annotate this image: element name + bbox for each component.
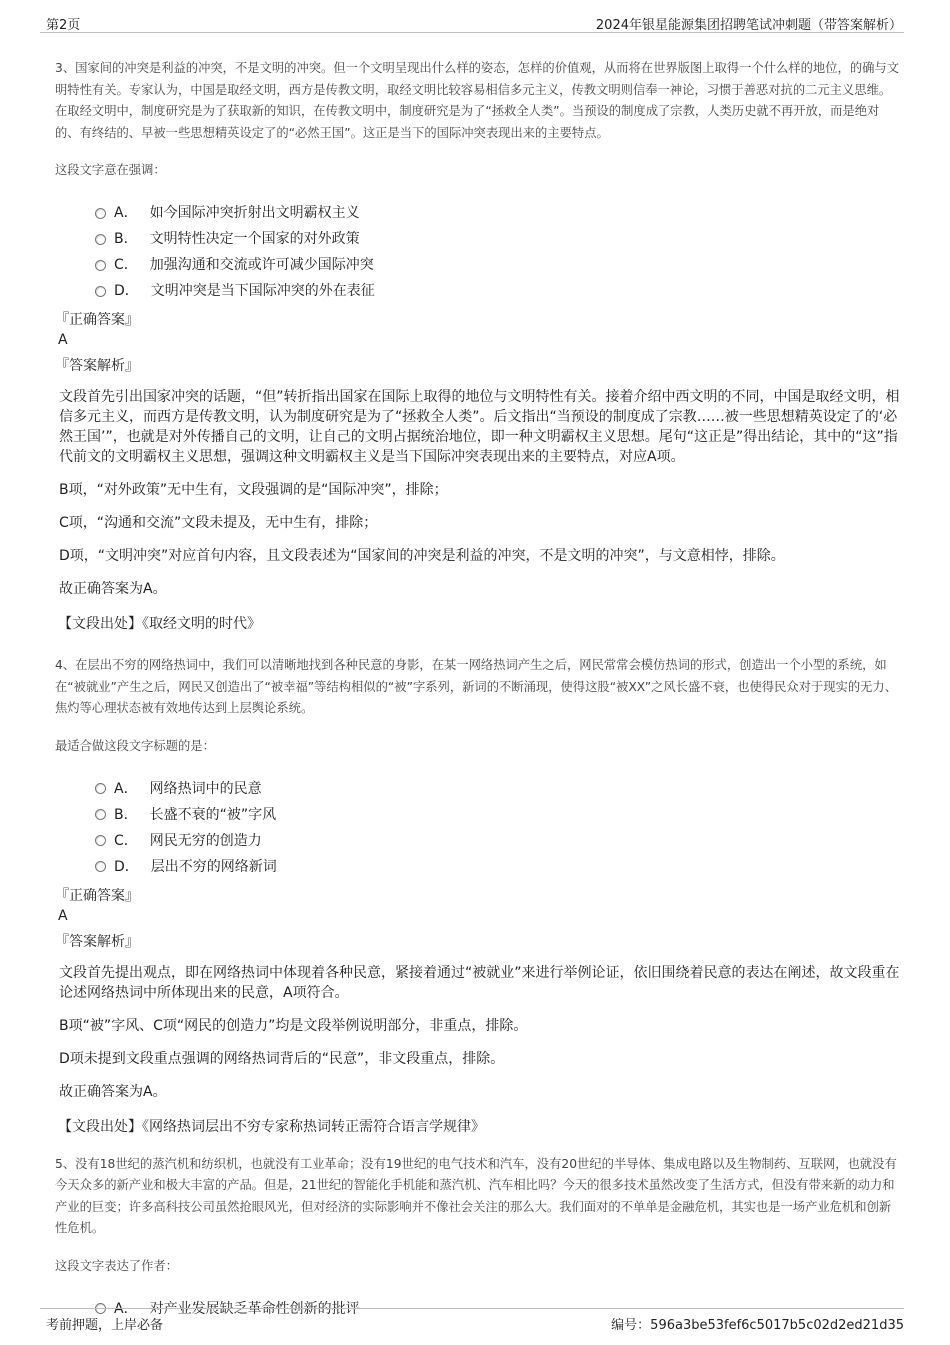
question-stem: 3、国家间的冲突是利益的冲突，不是文明的冲突。但一个文明呈现出什么样的姿态，怎样的价值观，从而将在世界版图上取得一个什么样的地位，的确与文明特性有关。专家认为，中国是取经文明，西方是传教文明，取经文明比较容易相信多元主义，传教文明则信奉一神论，习惯于善恶对抗的二元主义思维。在取经文明中，制度研究是为了获取新的知识，在传教文明中，制度研究是为了“拯救全人类”。当预设的制度成了宗教，人类历史就不再开放，而是绝对的、有终结的、早被一些思想精英设定了的“必然王国”。这正是当下的国际冲突表现出来的主要特点。 bbox=[55, 61, 900, 140]
question-prompt: 这段文字意在强调： bbox=[55, 163, 166, 177]
question-stem: 5、没有18世纪的蒸汽机和纺织机，也就没有工业革命；没有19世纪的电气技术和汽车，没有20世纪的半导体、集成电路以及生物制药、互联网，也就没有今天众多的新产业和极大丰富的产品。但是，21世纪的智能化手机能和蒸汽机、汽车相比吗？今天的很多技术虽然改变了生活方式，但没有带来新的动力和产业的巨变；许多高科技公司虽然抢眼风光，但对经济的实际影响并不像社会关注的那么大。我们面对的不单单是金融危机，其实也是一场产业危机和创新性危机。 bbox=[55, 1156, 897, 1235]
radio-icon[interactable] bbox=[95, 835, 106, 846]
option-list bbox=[95, 200, 900, 304]
page-footer bbox=[40, 1308, 904, 1333]
option-a[interactable]: A． 网络热词中的民意 bbox=[95, 776, 900, 802]
question-prompt: 这段文字表达了作者： bbox=[55, 1258, 178, 1273]
correct-answer: A bbox=[58, 907, 68, 924]
question-3 bbox=[55, 58, 900, 633]
footer-slogan: 考前押题，上岸必备 bbox=[46, 1318, 164, 1333]
passage-source: 【文段出处】《网络热词层出不穷专家称热词转正需符合语言学规律》 bbox=[58, 1118, 485, 1135]
correct-answer-label: 『正确答案』 bbox=[55, 312, 139, 328]
option-a[interactable]: A． 如今国际冲突折射出文明霸权主义 bbox=[95, 200, 900, 226]
passage-source: 【文段出处】《取经文明的时代》 bbox=[58, 616, 261, 632]
option-b[interactable]: B． 文明特性决定一个国家的对外政策 bbox=[95, 226, 900, 252]
radio-icon[interactable] bbox=[95, 783, 106, 794]
page-number: 第2页 bbox=[46, 18, 81, 33]
option-list bbox=[95, 776, 900, 880]
option-d[interactable]: D． 层出不穷的网络新词 bbox=[95, 854, 900, 880]
option-c[interactable]: C． 加强沟通和交流或许可减少国际冲突 bbox=[95, 252, 900, 278]
radio-icon[interactable] bbox=[95, 234, 106, 245]
radio-icon[interactable] bbox=[95, 286, 106, 297]
content bbox=[55, 58, 900, 1322]
option-d[interactable]: D． 文明冲突是当下国际冲突的外在表征 bbox=[95, 278, 900, 304]
question-prompt: 最适合做这段文字标题的是： bbox=[55, 738, 215, 753]
option-c[interactable]: C． 网民无穷的创造力 bbox=[95, 828, 900, 854]
question-5 bbox=[55, 1154, 900, 1322]
page-header bbox=[40, 12, 904, 33]
option-a[interactable]: A． 对产业发展缺乏革命性创新的批评 bbox=[95, 1296, 900, 1322]
correct-answer-label: 『正确答案』 bbox=[55, 887, 139, 904]
radio-icon[interactable] bbox=[95, 809, 106, 820]
radio-icon[interactable] bbox=[95, 861, 106, 872]
analysis-text: 文段首先引出国家冲突的话题，“但”转折指出国家在国际上取得的地位与文明特性有关。接着介绍中西文明的不同，中国是取经文明，相信多元主义，而西方是传教文明，认为制度研究是为了“拯救全人类”。后文指出“当预设的制度成了宗教……被一些思想精英设定了的‘必然王国’”，也就是对外传播自己的文明，让自己的文明占据统治地位，即一种文明霸权主义思想。尾句“这正是”得出结论，其中的“这”指代前文的文明霸权主义思想，强调这种文明霸权主义是当下国际冲突表现出来的主要特点，对应A项。 B项，“对外政策”无中生有，文段强调的是“国际冲突”，排除； C项，“沟通和交流”文段未提及，无中生有，排除； D项，“文明冲突”对应首句内容，且文段表述为“国家间的冲突是利益的冲突，不是文明的冲突”，与文意相悖，排除。 故正确答案为A。 bbox=[59, 389, 900, 597]
correct-answer: A bbox=[58, 332, 68, 348]
document-id: 编号：596a3be53fef6c5017b5c02d2ed21d35 bbox=[611, 1318, 904, 1333]
document-title: 2024年银星能源集团招聘笔试冲刺题（带答案解析） bbox=[595, 18, 902, 33]
analysis-label: 『答案解析』 bbox=[55, 933, 139, 950]
analysis-text: 文段首先提出观点，即在网络热词中体现着各种民意，紧接着通过“被就业”来进行举例论证，依旧围绕着民意的表达在阐述，故文段重在论述网络热词中所体现出来的民意，A项符合。 B项“被”字风、C项“网民的创造力”均是文段举例说明部分，非重点，排除。 D项未提到文段重点强调的网络热词背后的“民意”，非文段重点，排除。 故正确答案为A。 bbox=[59, 964, 900, 1100]
question-stem: 4、在层出不穷的网络热词中，我们可以清晰地找到各种民意的身影，在某一网络热词产生之后，网民常常会模仿热词的形式，创造出一个小型的系统，如在“被就业”产生之后，网民又创造出了“被幸福”等结构相似的“被”字系列，新词的不断涌现，使得这股“被XX”之风长盛不衰，也使得民众对于现实的无力、焦灼等心理状态被有效地传达到上层舆论系统。 bbox=[55, 658, 898, 715]
option-b[interactable]: B． 长盛不衰的“被”字风 bbox=[95, 802, 900, 828]
question-4 bbox=[55, 655, 900, 1136]
analysis-label: 『答案解析』 bbox=[55, 358, 139, 374]
radio-icon[interactable] bbox=[95, 208, 106, 219]
radio-icon[interactable] bbox=[95, 260, 106, 271]
